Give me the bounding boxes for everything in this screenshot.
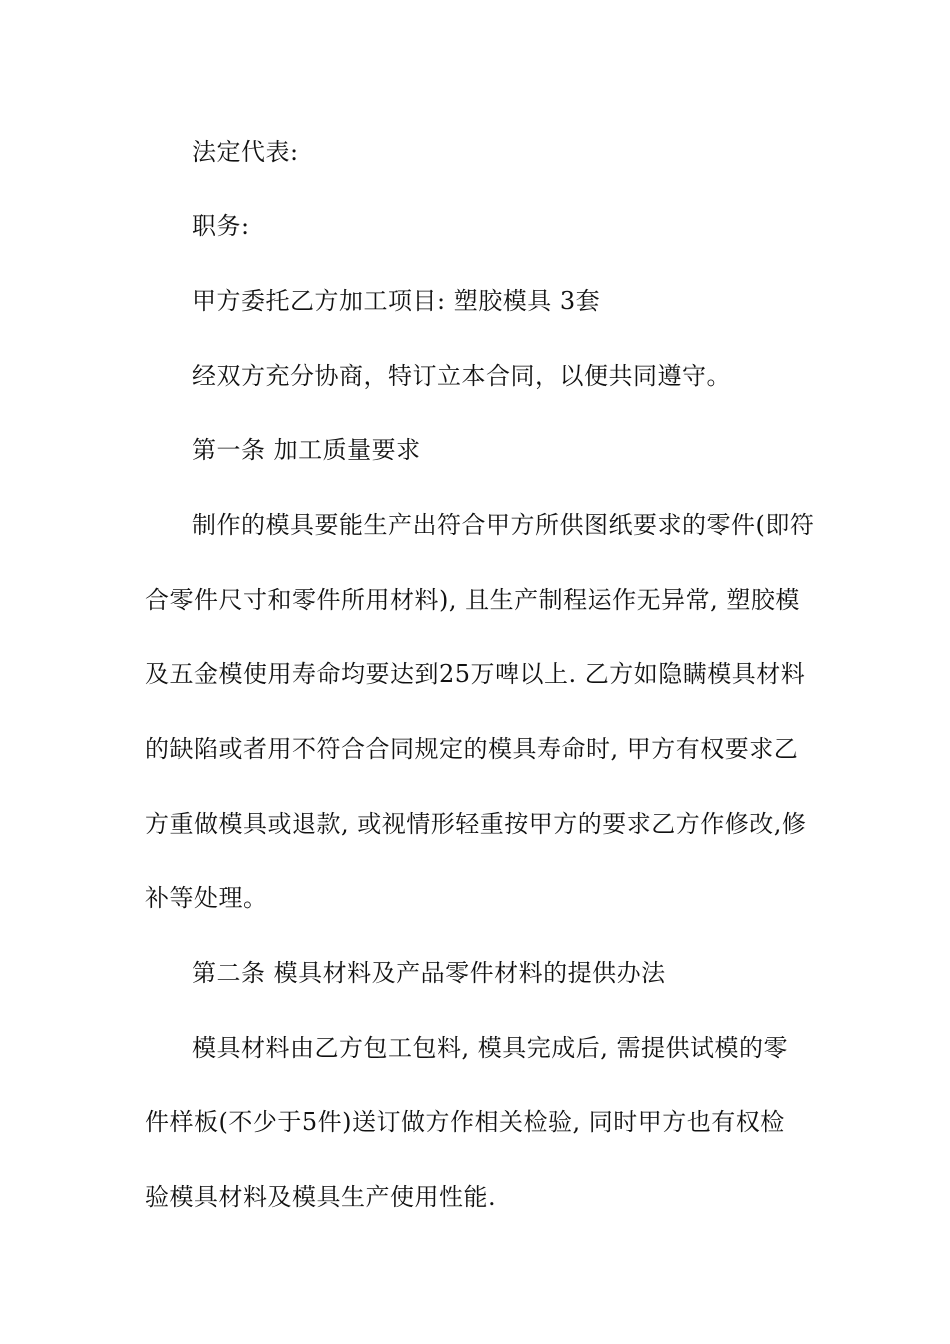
article-1-heading: 第一条 加工质量要求: [192, 436, 421, 464]
article-1-paragraph-line: 及五金模使用寿命均要达到25万啤以上. 乙方如隐瞒模具材料: [145, 660, 806, 688]
article-2-heading: 第二条 模具材料及产品零件材料的提供办法: [192, 959, 666, 987]
article-1-paragraph-line: 制作的模具要能生产出符合甲方所供图纸要求的零件(即符: [192, 511, 815, 539]
processing-item-line: 甲方委托乙方加工项目: 塑胶模具 3套: [192, 287, 601, 315]
article-2-paragraph-line: 模具材料由乙方包工包料, 模具完成后, 需提供试模的零: [192, 1034, 789, 1062]
position-label: 职务:: [192, 212, 250, 240]
agreement-statement: 经双方充分协商，特订立本合同，以便共同遵守。: [192, 362, 731, 390]
article-2-paragraph-line: 件样板(不少于5件)送订做方作相关检验, 同时甲方也有权检: [145, 1108, 785, 1136]
article-1-paragraph-line: 方重做模具或退款, 或视情形轻重按甲方的要求乙方作修改,修: [145, 810, 807, 838]
article-1-paragraph-line: 补等处理。: [145, 884, 268, 912]
article-2-paragraph-line: 验模具材料及模具生产使用性能.: [145, 1183, 497, 1211]
article-1-paragraph-line: 的缺陷或者用不符合合同规定的模具寿命时, 甲方有权要求乙: [145, 735, 799, 763]
article-1-paragraph-line: 合零件尺寸和零件所用材料), 且生产制程运作无异常, 塑胶模: [145, 586, 800, 614]
legal-representative-label: 法定代表:: [192, 138, 299, 166]
